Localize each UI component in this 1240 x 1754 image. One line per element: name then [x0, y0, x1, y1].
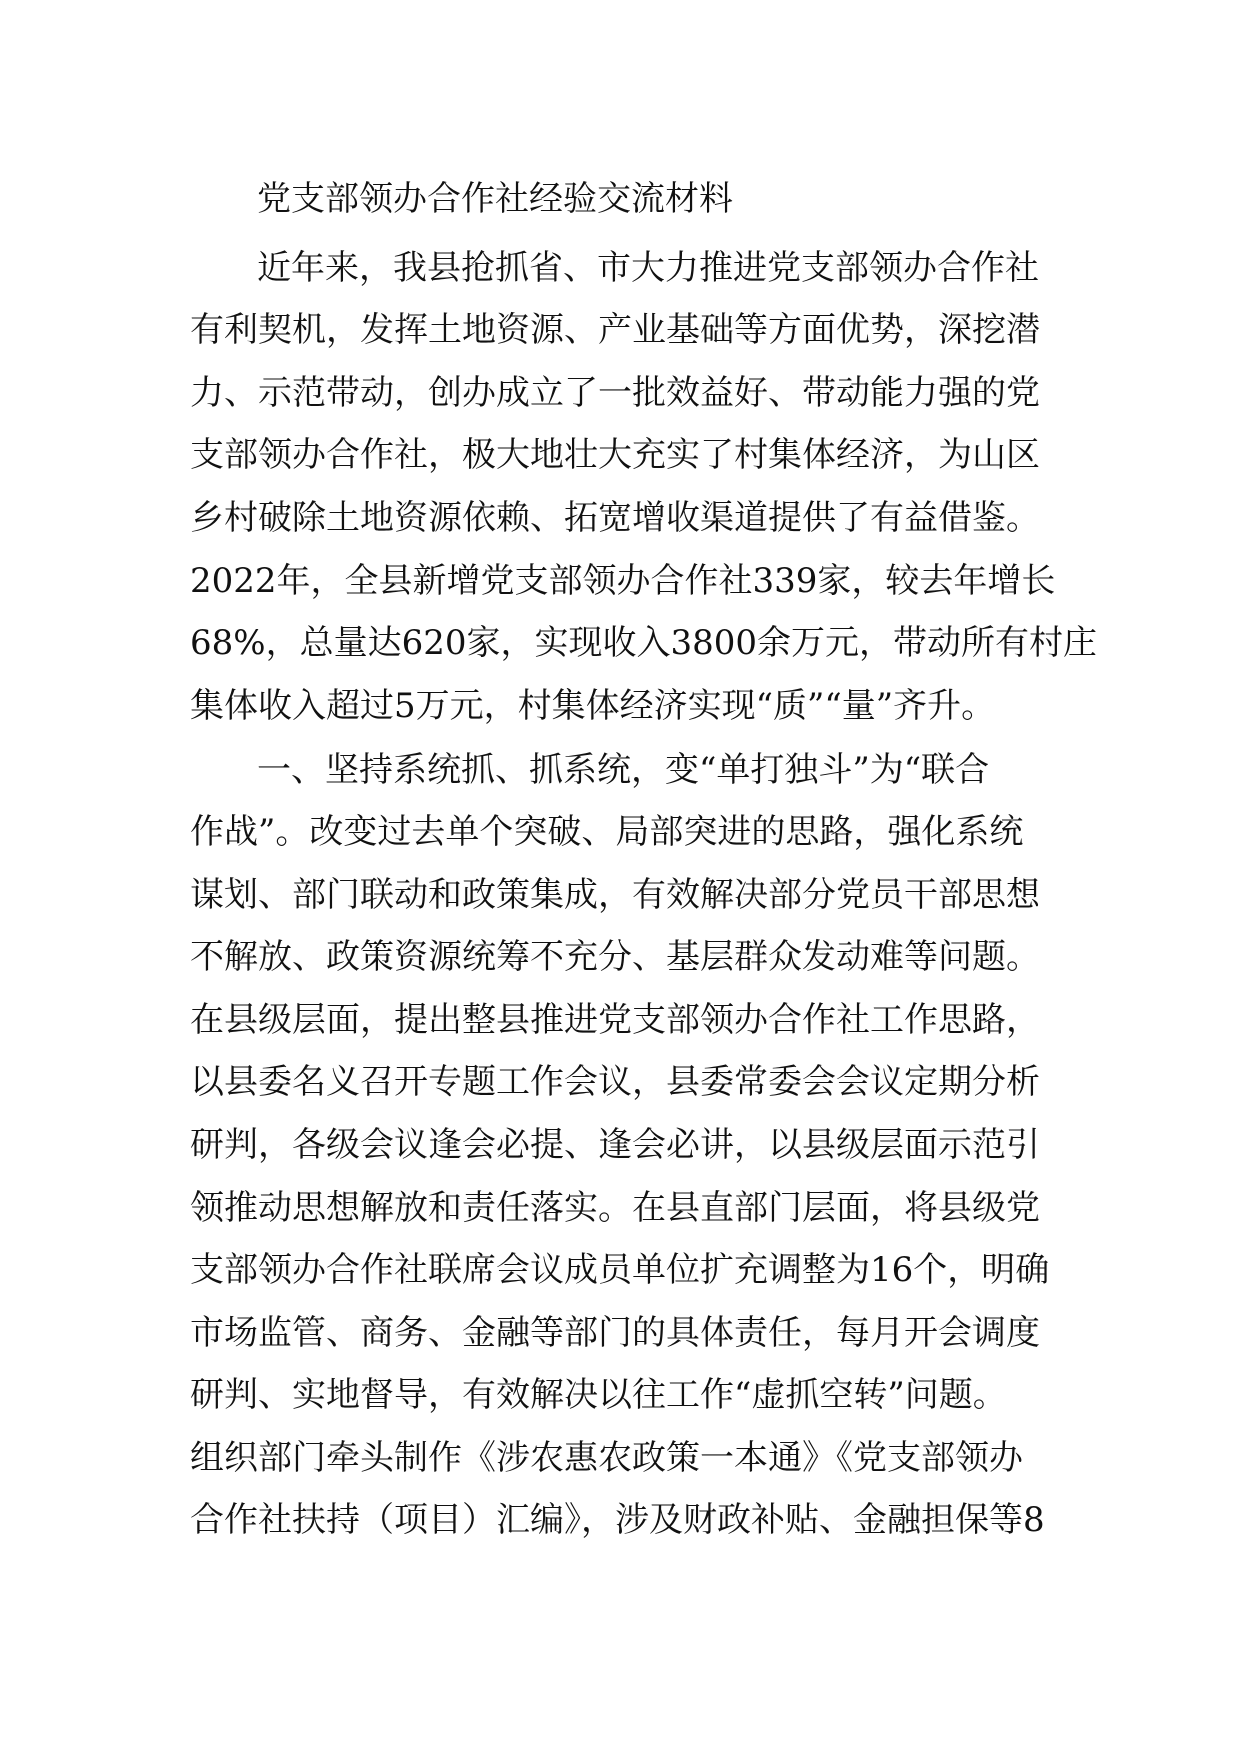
paragraph-line: 近年来，我县抢抓省、市大力推进党支部领办合作社 [257, 248, 1039, 288]
paragraph-line: 68%，总量达620家，实现收入3800余万元，带动所有村庄 [190, 623, 1097, 663]
paragraph-line: 集体收入超过5万元，村集体经济实现“质”“量”齐升。 [190, 686, 996, 726]
paragraph-line: 市场监管、商务、金融等部门的具体责任，每月开会调度 [190, 1313, 1040, 1353]
paragraph-line: 乡村破除土地资源依赖、拓宽增收渠道提供了有益借鉴。 [190, 498, 1040, 538]
paragraph-line: 支部领办合作社，极大地壮大充实了村集体经济，为山区 [190, 435, 1040, 475]
paragraph-line: 力、示范带动，创办成立了一批效益好、带动能力强的党 [190, 373, 1040, 413]
paragraph-line: 研判，各级会议逢会必提、逢会必讲，以县级层面示范引 [190, 1125, 1040, 1165]
paragraph-line: 合作社扶持（项目）汇编》，涉及财政补贴、金融担保等8 [190, 1500, 1045, 1540]
paragraph-line: 有利契机，发挥土地资源、产业基础等方面优势，深挖潜 [190, 310, 1040, 350]
paragraph-line: 组织部门牵头制作《涉农惠农政策一本通》《党支部领办 [190, 1438, 1023, 1478]
paragraph-line: 研判、实地督导，有效解决以往工作“虚抓空转”问题。 [190, 1375, 1007, 1415]
paragraph-line: 领推动思想解放和责任落实。在县直部门层面，将县级党 [190, 1188, 1040, 1228]
paragraph-line: 谋划、部门联动和政策集成，有效解决部分党员干部思想 [190, 875, 1040, 915]
paragraph-line: 一、坚持系统抓、抓系统，变“单打独斗”为“联合 [257, 750, 990, 790]
paragraph-line: 作战”。改变过去单个突破、局部突进的思路，强化系统 [190, 812, 1024, 852]
paragraph-line: 在县级层面，提出整县推进党支部领办合作社工作思路， [190, 1000, 1040, 1040]
paragraph-line: 2022年，全县新增党支部领办合作社339家，较去年增长 [190, 561, 1056, 601]
document-title: 党支部领办合作社经验交流材料 [257, 179, 733, 219]
paragraph-line: 不解放、政策资源统筹不充分、基层群众发动难等问题。 [190, 937, 1040, 977]
paragraph-line: 以县委名义召开专题工作会议，县委常委会会议定期分析 [190, 1062, 1040, 1102]
paragraph-line: 支部领办合作社联席会议成员单位扩充调整为16个，明确 [190, 1250, 1050, 1290]
